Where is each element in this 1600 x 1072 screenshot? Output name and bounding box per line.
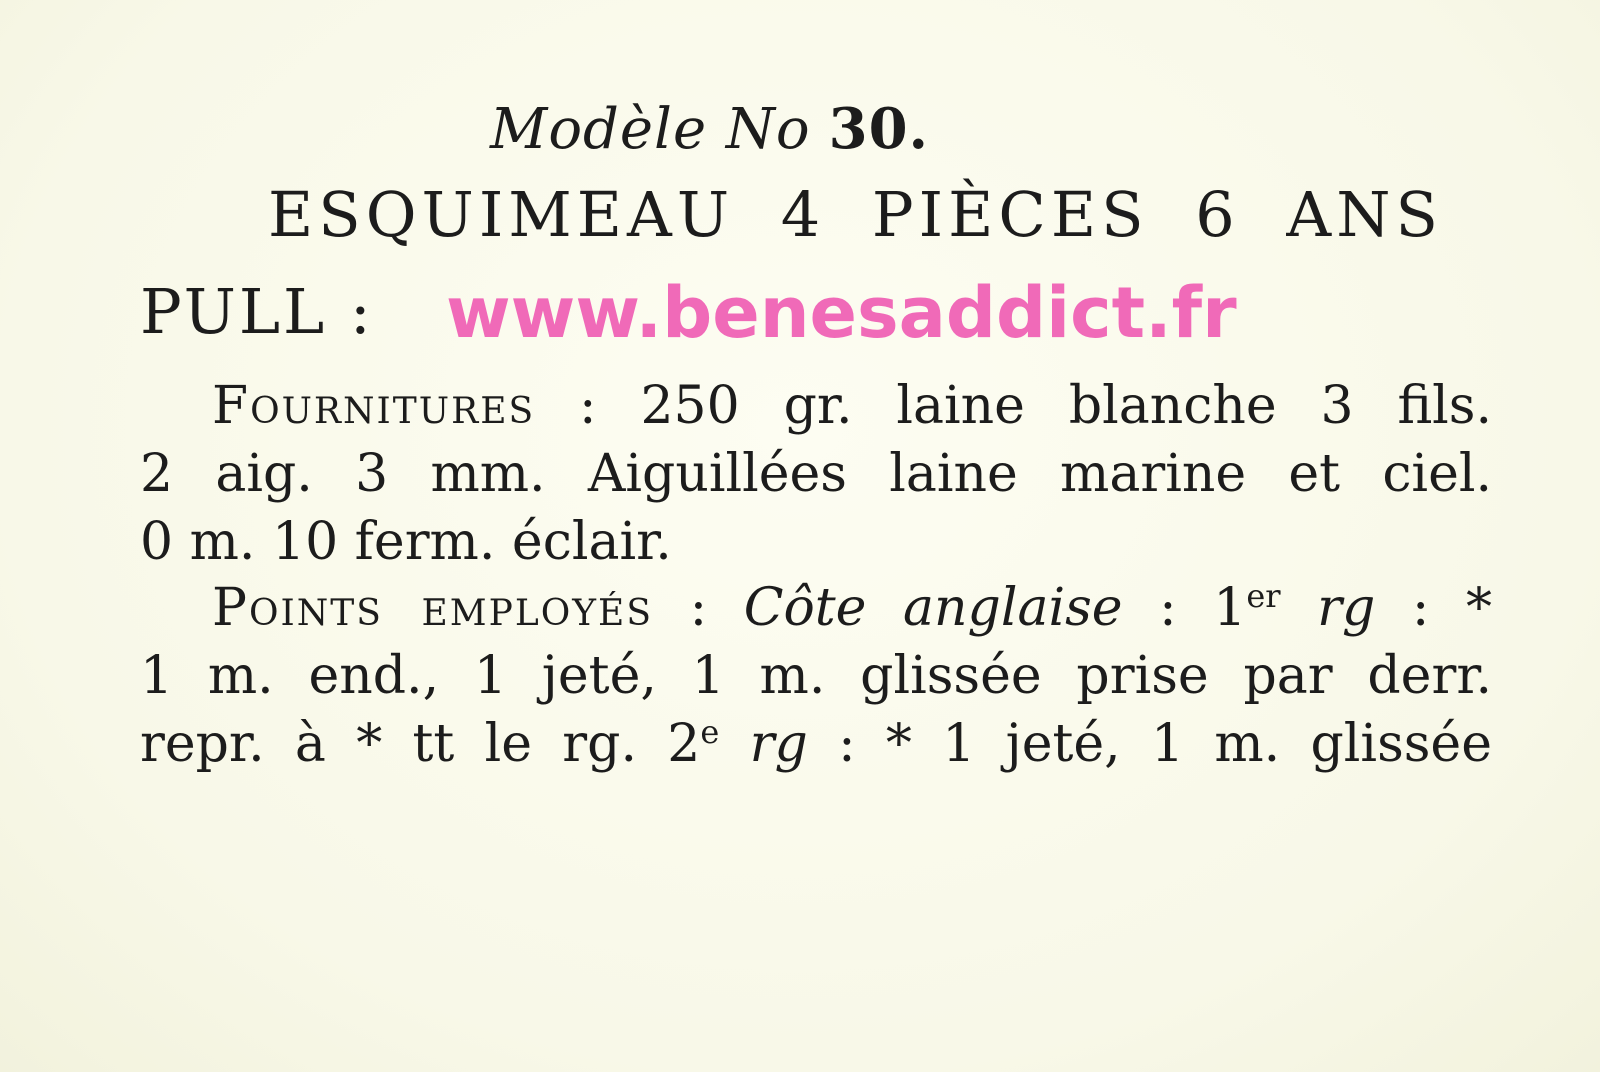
watermark-url: www.benesaddict.fr [446,272,1237,354]
points-paragraph [140,574,1492,778]
model-prefix: Modèle No [490,97,811,162]
fournitures-line-2: 2 aig. 3 mm. Aiguillées laine marine et ciel. [140,444,1492,504]
points-after-rg-1: : * [1375,578,1492,638]
fournitures-line-1 [140,372,1492,440]
points-sep-2: : 1 [1122,578,1247,638]
points-sep-1: : [652,578,744,638]
ordinal-sup-1: er [1246,577,1281,615]
points-line-3-a: repr. à * tt le rg. 2 [140,714,701,774]
points-line-1 [140,574,1492,642]
model-heading [490,96,929,162]
points-line-3 [140,710,1492,778]
fournitures-line-3: 0 m. 10 ferm. éclair. [140,512,672,572]
points-line-3-b: : * 1 jeté, 1 m. glissée [807,714,1492,774]
row-abbrev-1: rg [1280,578,1376,638]
ordinal-sup-2: e [700,713,720,751]
points-line-2: 1 m. end., 1 jeté, 1 m. glissée prise par derr. [140,646,1492,706]
fournitures-paragraph [140,372,1492,576]
model-number: 30. [828,96,930,162]
section-label-pull: PULL : [140,275,374,348]
fournitures-line-1-text: : 250 gr. laine blanche 3 fils. [535,376,1492,436]
fournitures-label: Fournitures [212,376,536,436]
points-label: Points employés [212,578,653,638]
stitch-name: Côte anglaise [743,578,1123,638]
row-abbrev-2: rg [719,714,808,774]
pattern-title: ESQUIMEAU 4 PIÈCES 6 ANS [268,178,1443,251]
